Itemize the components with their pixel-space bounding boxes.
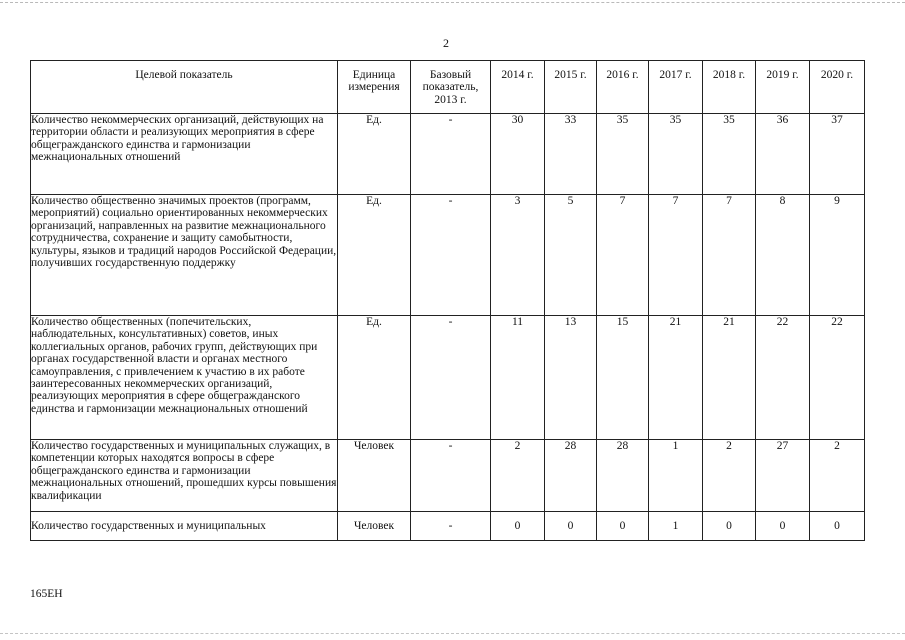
- header-base: Базовый показатель, 2013 г.: [411, 61, 491, 114]
- header-year: 2017 г.: [649, 61, 703, 114]
- indicator-value: 30: [491, 114, 545, 195]
- indicator-value: 0: [703, 512, 756, 541]
- page-number: 2: [443, 36, 449, 50]
- indicator-value: 5: [545, 195, 597, 316]
- indicator-value: 7: [597, 195, 649, 316]
- indicator-value: 15: [597, 316, 649, 440]
- indicator-name: Количество некоммерческих организаций, действующих на территории области и реализующих мероприятия в сфере общегражданского единства и гармонизации межнациональных отношений: [31, 114, 338, 195]
- indicator-value: 0: [810, 512, 865, 541]
- indicator-unit: Человек: [338, 512, 411, 541]
- indicator-unit: Человек: [338, 440, 411, 512]
- indicator-value: 8: [756, 195, 810, 316]
- indicator-base: -: [411, 316, 491, 440]
- indicator-value: 36: [756, 114, 810, 195]
- table-row: [31, 195, 865, 316]
- header-year: 2020 г.: [810, 61, 865, 114]
- indicator-value: 0: [756, 512, 810, 541]
- indicator-value: 21: [649, 316, 703, 440]
- indicator-value: 1: [649, 440, 703, 512]
- indicator-name: Количество государственных и муниципальных: [31, 512, 338, 541]
- indicator-value: 0: [545, 512, 597, 541]
- indicator-value: 0: [597, 512, 649, 541]
- indicator-value: 28: [597, 440, 649, 512]
- indicator-value: 3: [491, 195, 545, 316]
- header-unit: Единица измерения: [338, 61, 411, 114]
- indicator-value: 37: [810, 114, 865, 195]
- indicator-value: 28: [545, 440, 597, 512]
- header-year: 2016 г.: [597, 61, 649, 114]
- scan-edge-bottom: [0, 633, 905, 634]
- indicator-base: -: [411, 114, 491, 195]
- indicator-unit: Ед.: [338, 114, 411, 195]
- table-row: [31, 440, 865, 512]
- header-year: 2018 г.: [703, 61, 756, 114]
- header-year: 2014 г.: [491, 61, 545, 114]
- indicator-value: 7: [649, 195, 703, 316]
- indicator-value: 0: [491, 512, 545, 541]
- indicator-value: 35: [649, 114, 703, 195]
- indicator-value: 35: [703, 114, 756, 195]
- indicator-value: 9: [810, 195, 865, 316]
- indicator-name: Количество общественных (попечительских, наблюдательных, консультативных) советов, иных коллегиальных органов, рабочих групп, действующих при органах государственной власти и органах местного самоуправления, с привлечением к участию в их работе заинтересованных некоммерческих организаций, реализующих мероприятия в сфере общегражданского единства и гармонизации межнациональных отношений: [31, 316, 338, 440]
- footer-code: 165ЕН: [30, 588, 63, 600]
- indicator-value: 2: [810, 440, 865, 512]
- indicator-base: -: [411, 512, 491, 541]
- indicator-name: Количество общественно значимых проектов (программ, мероприятий) социально ориентированных некоммерческих организаций, направленных на развитие межнационального сотрудничества, сохранение и защиту самобытности, культуры, языков и традиций народов Российской Федерации, получивших государственную поддержку: [31, 195, 338, 316]
- indicator-unit: Ед.: [338, 316, 411, 440]
- indicator-value: 33: [545, 114, 597, 195]
- indicator-value: 11: [491, 316, 545, 440]
- table-row: [31, 316, 865, 440]
- indicator-value: 2: [703, 440, 756, 512]
- indicator-name: Количество государственных и муниципальных служащих, в компетенции которых находятся вопросы в сфере общегражданского единства и гармонизации межнациональных отношений, прошедших курсы повышения квалификации: [31, 440, 338, 512]
- indicator-base: -: [411, 440, 491, 512]
- indicator-value: 22: [756, 316, 810, 440]
- indicator-value: 1: [649, 512, 703, 541]
- indicator-value: 22: [810, 316, 865, 440]
- header-year: 2015 г.: [545, 61, 597, 114]
- table-row: [31, 114, 865, 195]
- indicator-unit: Ед.: [338, 195, 411, 316]
- indicators-table: [30, 60, 865, 541]
- header-indicator: Целевой показатель: [31, 61, 338, 114]
- table-row: [31, 512, 865, 541]
- indicator-value: 27: [756, 440, 810, 512]
- indicator-value: 35: [597, 114, 649, 195]
- indicator-value: 13: [545, 316, 597, 440]
- indicator-value: 21: [703, 316, 756, 440]
- header-row: [31, 61, 865, 114]
- indicator-value: 2: [491, 440, 545, 512]
- indicator-value: 7: [703, 195, 756, 316]
- scan-edge-top: [0, 2, 905, 3]
- header-year: 2019 г.: [756, 61, 810, 114]
- indicator-base: -: [411, 195, 491, 316]
